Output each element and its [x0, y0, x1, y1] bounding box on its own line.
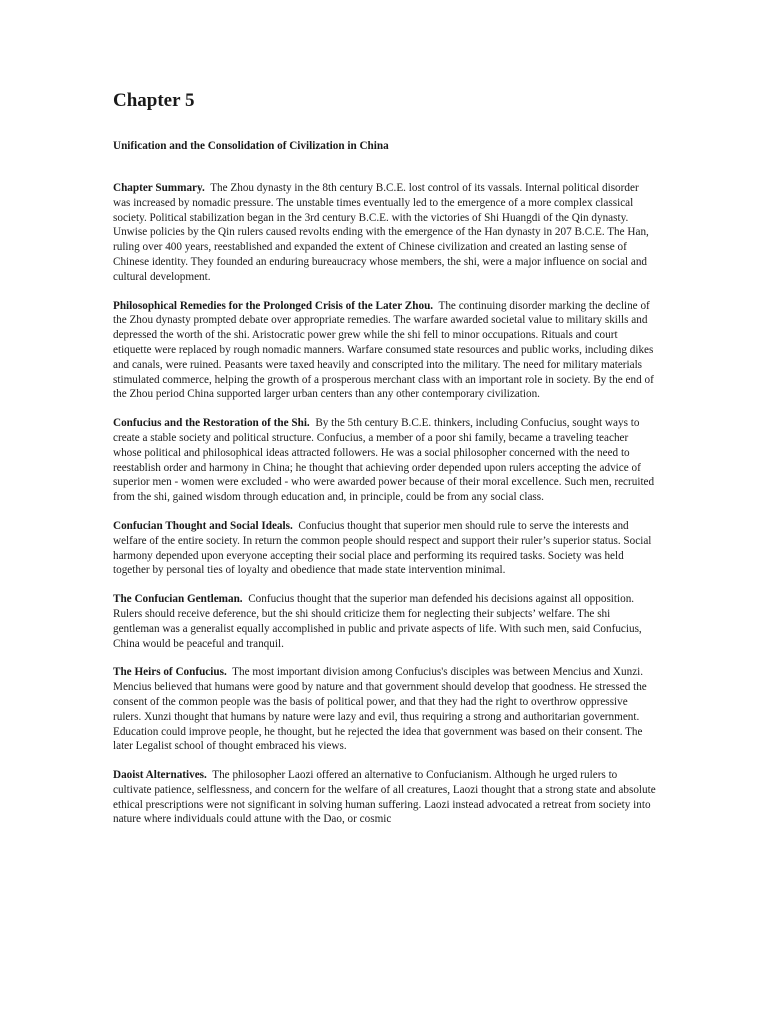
section-confucius-restoration — [113, 416, 658, 505]
section-body: The philosopher Laozi offered an alternative to Confucianism. Although he urged rulers to cultivate patience, selflessness, and concern for the welfare of all creatures, Laozi thought that a strong state and absolute ethical prescriptions were not significant in solving human suffering. Laozi instead advocated a retreat from society into nature where individuals could attune with the Dao, or cosmic — [113, 769, 656, 826]
section-heading: Daoist Alternatives. — [113, 769, 207, 782]
section-chapter-summary — [113, 181, 658, 285]
section-body: The continuing disorder marking the decline of the Zhou dynasty prompted debate over appropriate remedies. The warfare awarded societal value to military skills and depressed the worth of the shi. Aristocratic power grew while the shi fell to minor occupations. Rituals and court etiquette were replaced by rough nomadic manners. Warfare consumed state resources and public works, including dikes and canals, were ruined. Peasants were taxed heavily and conscripted into the military. The need for military materials stimulated commerce, helping the growth of a prosperous merchant class with an important role in society. By the end of the Zhou period China supported larger urban centers than any other contemporary civilization. — [113, 299, 654, 401]
chapter-title: Chapter 5 — [113, 90, 195, 111]
section-confucian-gentleman — [113, 592, 658, 651]
section-body: The most important division among Confucius's disciples was between Mencius and Xunzi. Mencius believed that humans were good by nature and that government should develop that goodness. He stressed the consent of the common people was the basis of political power, and that they had the right to overthrow oppressive rulers. Xunzi thought that humans by nature were lazy and evil, thus requiring a strong and authoritarian government. Education could improve people, he thought, but he rejected the idea that government was based on their consent. The later Legalist school of thought embraced his views. — [113, 666, 647, 753]
document-page — [113, 88, 658, 841]
section-confucian-thought — [113, 519, 658, 578]
section-heading: Philosophical Remedies for the Prolonged Crisis of the Later Zhou. — [113, 299, 434, 312]
section-daoist-alternatives — [113, 768, 658, 827]
section-heading: The Confucian Gentleman. — [113, 593, 243, 606]
section-heading: Confucius and the Restoration of the Shi. — [113, 417, 310, 430]
section-body: Confucius thought that the superior man defended his decisions against all opposition. Rulers should receive deference, but the shi should criticize them for neglecting their subjects’ welfare. The shi gentleman was a generalist equally accomplished in public and private aspects of life. With such men, said Confucius, China would be peaceful and tranquil. — [113, 593, 642, 650]
chapter-subtitle: Unification and the Consolidation of Civilization in China — [113, 140, 389, 152]
section-body: Confucius thought that superior men should rule to serve the interests and welfare of the entire society. In return the common people should respect and support their ruler’s superior status. Social harmony depended upon everyone accepting their social place and performing its required tasks. Society was held together by personal ties of loyalty and obedience that made state intervention minimal. — [113, 519, 652, 577]
section-heading: Confucian Thought and Social Ideals. — [113, 519, 293, 532]
section-body: By the 5th century B.C.E. thinkers, including Confucius, sought ways to create a stable society and political structure. Confucius, a member of a poor shi family, became a traveling teacher whose political and philosophical ideas attracted followers. He was a social philosopher concerned with the need to reestablish order and harmony in China; he thought that achieving order depended upon rulers accepting the advice of superior men - women were excluded - who were awarded power because of their moral excellence. Such men, recruited from the shi, gained wisdom through education and, in principle, could be from any social class. — [113, 417, 655, 504]
section-heading: Chapter Summary. — [113, 182, 205, 194]
section-body: The Zhou dynasty in the 8th century B.C.E. lost control of its vassals. Internal political disorder was increased by nomadic pressure. The unstable times eventually led to the emergence of a more complex classical society. Political stabilization began in the 3rd century B.C.E. with the victories of Shi Huangdi of the Qin dynasty. Unwise policies by the Qin rulers caused revolts ending with the emergence of the Han dynasty in 207 B.C.E. The Han, ruling over 400 years, reestablished and expanded the extent of Chinese civilization and created an lasting sense of Chinese identity. They founded an enduring bureaucracy whose members, the shi, were a major influence on social and cultural development. — [113, 182, 649, 283]
section-heirs-of-confucius — [113, 665, 658, 754]
section-heading: The Heirs of Confucius. — [113, 666, 227, 679]
section-philosophical-remedies — [113, 299, 658, 403]
